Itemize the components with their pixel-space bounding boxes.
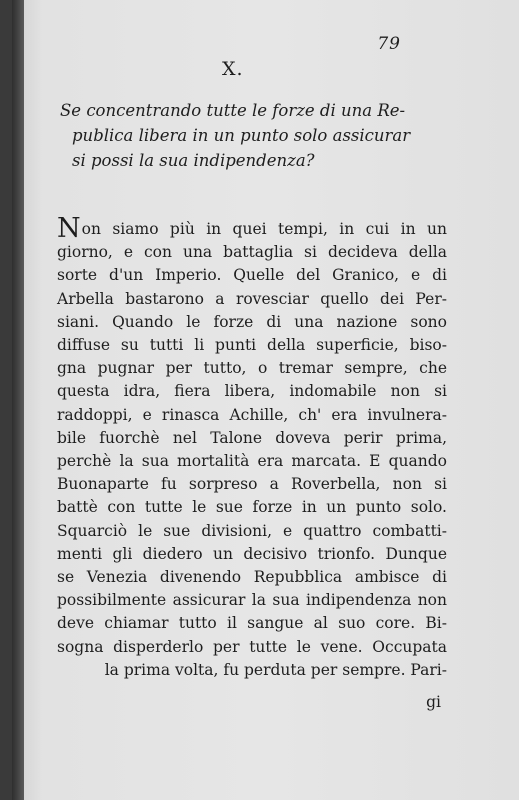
- drop-cap: N: [57, 213, 81, 244]
- body-line: raddoppi, e rinasca Achille, ch' era invulnera-: [57, 405, 447, 424]
- body-line: sogna disperderlo per tutte le vene. Occupata: [57, 637, 447, 656]
- body-line: diffuse su tutti li punti della superficie, biso-: [57, 336, 447, 355]
- body-line-first: [57, 213, 447, 244]
- section-heading: [60, 98, 420, 173]
- catchword: gi: [426, 693, 441, 711]
- book-page: [12, 0, 519, 800]
- body-line: Buonaparte fu sorpreso a Roverbella, non si: [57, 475, 447, 494]
- body-line: gna pugnar per tutto, o tremar sempre, che: [57, 359, 447, 378]
- body-paragraph: [57, 213, 447, 682]
- body-line: questa idra, fiera libera, indomabile non si: [57, 382, 447, 401]
- first-line-text: on siamo più in quei tempi, in cui in un: [81, 220, 447, 238]
- body-line: menti gli diedero un decisivo trionfo. Dunque: [57, 544, 447, 563]
- page-number: 79: [377, 34, 401, 54]
- page-binding-edge: [12, 0, 24, 800]
- body-line: sorte d'un Imperio. Quelle del Granico, e di: [57, 266, 447, 285]
- section-number: X.: [222, 58, 244, 80]
- heading-line: si possi la sua indipendenza?: [72, 151, 315, 170]
- heading-line: Se concentrando tutte le forze di una Re-: [60, 101, 406, 120]
- body-line: giorno, e con una battaglia si decideva della: [57, 243, 447, 262]
- body-line: perchè la sua mortalità era marcata. E quando: [57, 452, 447, 471]
- body-line: siani. Quando le forze di una nazione sono: [57, 312, 447, 331]
- body-line: se Venezia divenendo Repubblica ambisce di: [57, 568, 447, 587]
- body-line: Arbella bastarono a rovesciar quello dei Per-: [57, 289, 447, 308]
- body-line: la prima volta, fu perduta per sempre. Pari-: [104, 660, 447, 679]
- body-line: deve chiamar tutto il sangue al suo core. Bi-: [57, 614, 447, 633]
- heading-line: publica libera in un punto solo assicurar: [72, 126, 411, 145]
- body-line: battè con tutte le sue forze in un punto solo.: [57, 498, 447, 517]
- body-line: bile fuorchè nel Talone doveva perir prima,: [57, 428, 447, 447]
- body-line: Squarciò le sue divisioni, e quattro combatti-: [57, 521, 447, 540]
- body-line: possibilmente assicurar la sua indipendenza non: [57, 591, 447, 610]
